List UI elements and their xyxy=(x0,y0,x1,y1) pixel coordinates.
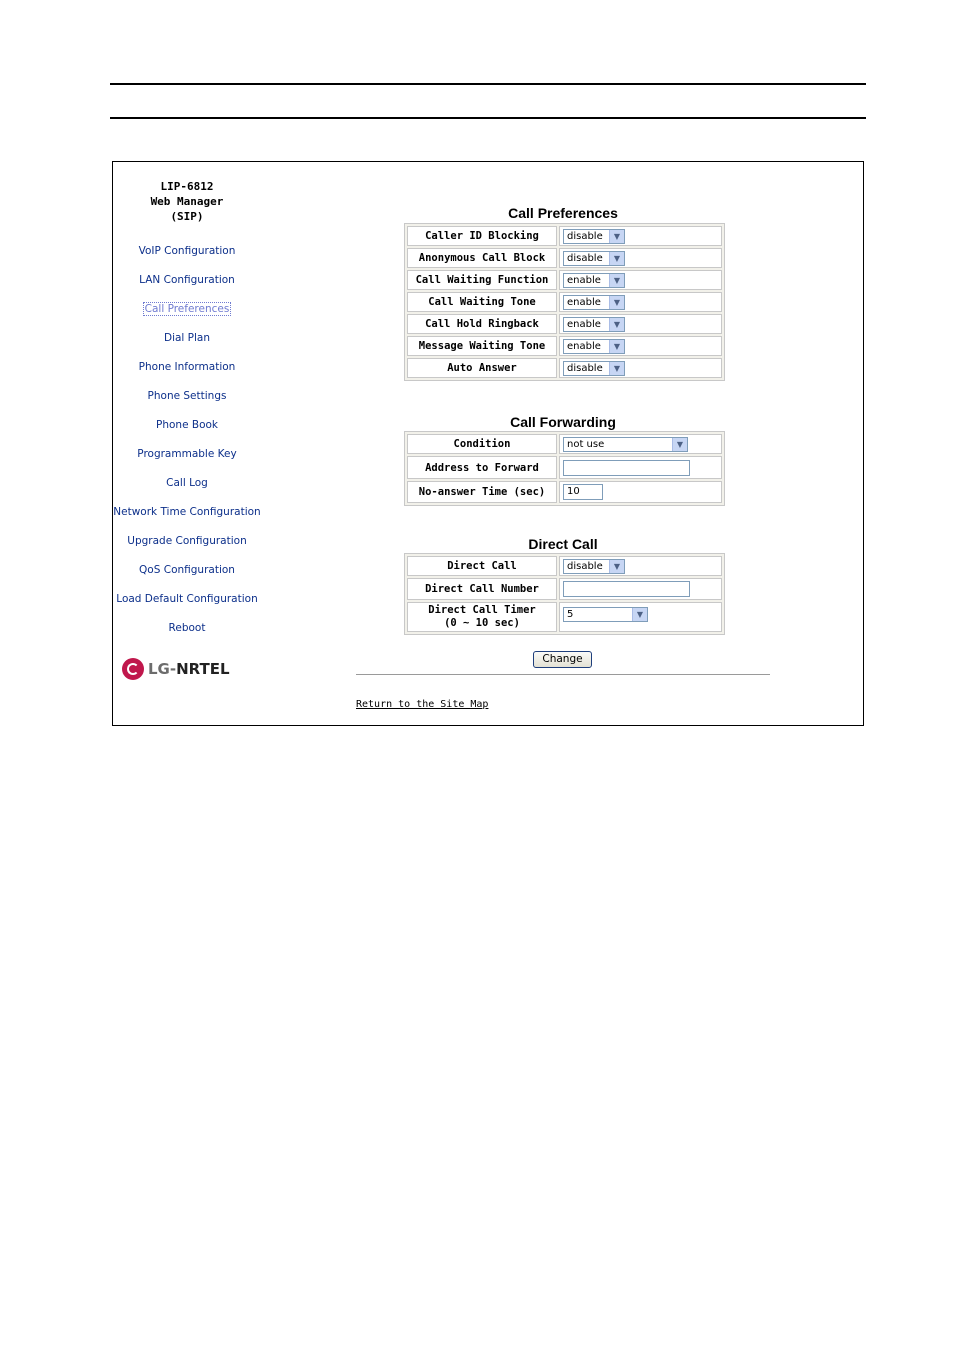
row-label: Call Waiting Function xyxy=(407,270,557,290)
sidebar-nav xyxy=(113,244,261,650)
lg-nortel-logo: LG-NRTEL xyxy=(122,656,230,682)
row-label: Auto Answer xyxy=(407,358,557,378)
call-forwarding-title: Call Forwarding xyxy=(510,414,616,430)
nav-programmable-key[interactable]: Programmable Key xyxy=(137,448,237,460)
row-label: Condition xyxy=(407,434,557,454)
call-waiting-function-select[interactable]: enable ▼ xyxy=(563,273,625,288)
chevron-down-icon: ▼ xyxy=(609,230,624,243)
table-row xyxy=(407,248,722,268)
message-waiting-tone-select[interactable]: enable ▼ xyxy=(563,339,625,354)
nav-dial-plan[interactable]: Dial Plan xyxy=(163,332,211,344)
table-row xyxy=(407,292,722,312)
nav-lan-configuration[interactable]: LAN Configuration xyxy=(139,274,235,286)
chevron-down-icon: ▼ xyxy=(609,318,624,331)
call-hold-ringback-select[interactable]: enable ▼ xyxy=(563,317,625,332)
nav-load-default-configuration[interactable]: Load Default Configuration xyxy=(116,593,258,605)
chevron-down-icon: ▼ xyxy=(609,340,624,353)
web-manager-screenshot xyxy=(112,161,864,726)
table-row xyxy=(407,556,722,576)
return-to-site-map-link[interactable]: Return to the Site Map xyxy=(356,699,489,710)
change-button[interactable]: Change xyxy=(533,651,592,668)
nav-qos-configuration[interactable]: QoS Configuration xyxy=(139,564,235,576)
table-row xyxy=(407,456,722,479)
anonymous-call-block-select[interactable]: disable ▼ xyxy=(563,251,625,266)
chevron-down-icon: ▼ xyxy=(672,438,687,451)
table-row xyxy=(407,481,722,503)
table-row xyxy=(407,226,722,246)
call-forwarding-table xyxy=(404,431,725,506)
row-label: Address to Forward xyxy=(407,456,557,479)
forward-condition-select[interactable]: not use ▼ xyxy=(563,437,688,452)
table-row xyxy=(407,358,722,378)
row-label: Call Hold Ringback xyxy=(407,314,557,334)
header-rule-bottom xyxy=(110,117,866,119)
call-waiting-tone-select[interactable]: enable ▼ xyxy=(563,295,625,310)
row-label: No-answer Time (sec) xyxy=(407,481,557,503)
direct-call-title: Direct Call xyxy=(528,536,598,552)
table-row xyxy=(407,270,722,290)
table-row xyxy=(407,314,722,334)
row-label: Caller ID Blocking xyxy=(407,226,557,246)
lg-logo-icon xyxy=(122,658,144,680)
call-preferences-title: Call Preferences xyxy=(508,205,618,221)
nav-phone-book[interactable]: Phone Book xyxy=(156,419,218,431)
brand-model: LIP-6812 xyxy=(160,180,214,193)
row-label: Anonymous Call Block xyxy=(407,248,557,268)
nav-upgrade-configuration[interactable]: Upgrade Configuration xyxy=(127,535,247,547)
chevron-down-icon: ▼ xyxy=(609,252,624,265)
call-preferences-table xyxy=(404,223,725,381)
direct-call-select[interactable]: disable ▼ xyxy=(563,559,625,574)
brand-line3: (SIP) xyxy=(170,210,204,223)
nav-phone-settings[interactable]: Phone Settings xyxy=(147,390,227,402)
brand-title xyxy=(113,179,261,224)
nav-call-preferences[interactable]: Call Preferences xyxy=(144,303,230,315)
nav-network-time-configuration[interactable]: Network Time Configuration xyxy=(113,506,261,518)
header-rule-top xyxy=(110,83,866,85)
table-row xyxy=(407,336,722,356)
direct-call-table xyxy=(404,553,725,635)
nav-reboot[interactable]: Reboot xyxy=(168,622,206,634)
row-label: Direct Call Timer (0 ~ 10 sec) xyxy=(407,602,557,632)
chevron-down-icon: ▼ xyxy=(609,296,624,309)
forward-address-input[interactable] xyxy=(563,460,690,476)
table-row xyxy=(407,578,722,600)
caller-id-blocking-select[interactable]: disable ▼ xyxy=(563,229,625,244)
chevron-down-icon: ▼ xyxy=(609,560,624,573)
chevron-down-icon: ▼ xyxy=(609,362,624,375)
direct-call-timer-select[interactable]: 5 ▼ xyxy=(563,607,648,622)
row-label: Call Waiting Tone xyxy=(407,292,557,312)
auto-answer-select[interactable]: disable ▼ xyxy=(563,361,625,376)
row-label: Message Waiting Tone xyxy=(407,336,557,356)
divider xyxy=(356,674,770,675)
chevron-down-icon: ▼ xyxy=(609,274,624,287)
table-row xyxy=(407,434,722,454)
row-label: Direct Call Number xyxy=(407,578,557,600)
chevron-down-icon: ▼ xyxy=(632,608,647,621)
table-row xyxy=(407,602,722,632)
brand-line2: Web Manager xyxy=(150,195,224,208)
nav-call-log[interactable]: Call Log xyxy=(166,477,208,489)
noanswer-time-input[interactable]: 10 xyxy=(563,484,603,500)
direct-call-number-input[interactable] xyxy=(563,581,690,597)
nav-phone-information[interactable]: Phone Information xyxy=(138,361,236,373)
row-label: Direct Call xyxy=(407,556,557,576)
nav-voip-configuration[interactable]: VoIP Configuration xyxy=(138,245,236,257)
